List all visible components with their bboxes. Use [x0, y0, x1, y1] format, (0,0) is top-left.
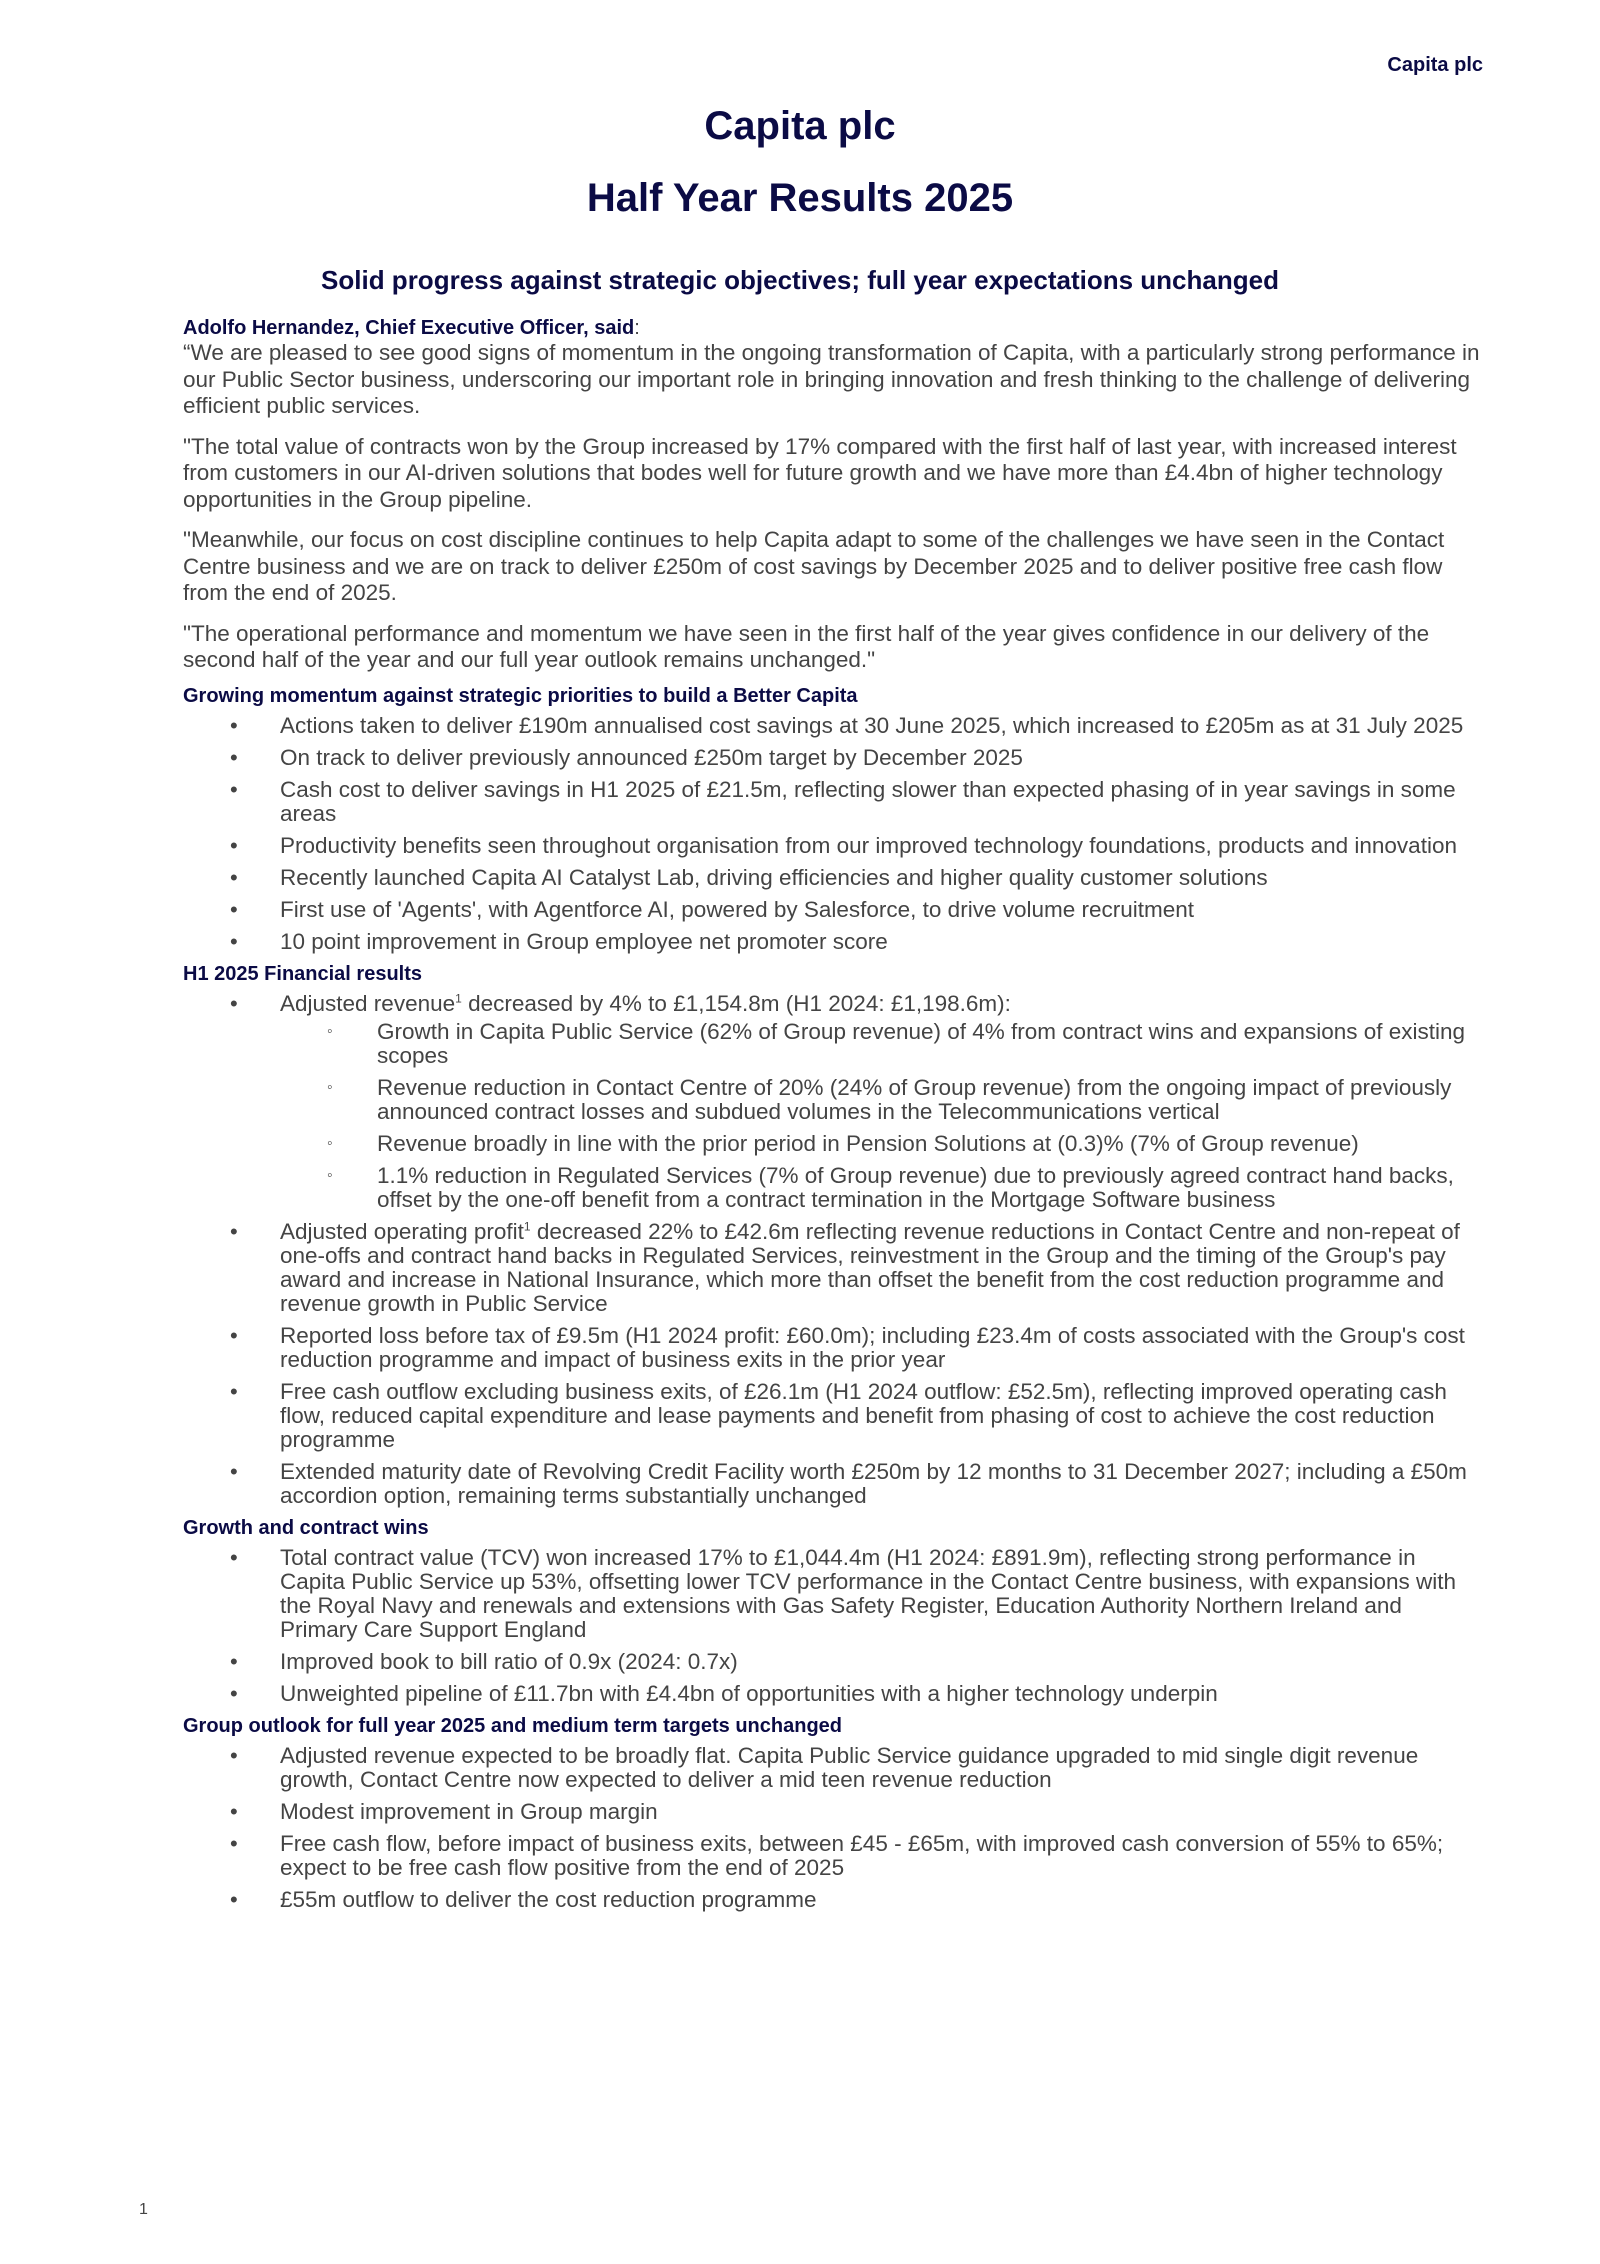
list-item: • Unweighted pipeline of £11.7bn with £4.4bn of opportunities with a higher technology underpin: [183, 1682, 1483, 1706]
list-item: • Total contract value (TCV) won increased 17% to £1,044.4m (H1 2024: £891.9m), reflecting strong performance in Capita Public Service up 53%, offsetting lower TCV performance in the Contact Centre business, with expansions with the Royal Navy and renewals and extensions with Gas Safety Register, Education Authority Northern Ireland and Primary Care Support England: [183, 1546, 1483, 1642]
section-heading-outlook: Group outlook for full year 2025 and medium term targets unchanged: [183, 1714, 843, 1737]
revenue-text: decreased by 4% to £1,154.8m (H1 2024: £1,198.6m):: [461, 990, 1011, 1016]
list-item-adjusted-profit: [183, 1220, 1483, 1316]
list-item: • Extended maturity date of Revolving Credit Facility worth £250m by 12 months to 31 December 2027; including a £50m accordion option, remaining terms substantially unchanged: [183, 1460, 1483, 1508]
list-item: • Recently launched Capita AI Catalyst Lab, driving efficiencies and higher quality customer solutions: [183, 866, 1483, 890]
list-item-adjusted-revenue: [183, 992, 1483, 1212]
section-heading-financial: H1 2025 Financial results: [183, 962, 423, 985]
profit-label: Adjusted operating profit: [280, 1218, 524, 1244]
quote-paragraph: "The operational performance and momentum we have seen in the first half of the year gives confidence in our delivery of the second half of the year and our full year outlook remains unchanged.": [183, 620, 1430, 672]
revenue-sub-list: [280, 1020, 1483, 1212]
list-item: • Free cash outflow excluding business exits, of £26.1m (H1 2024 outflow: £52.5m), reflecting improved operating cash flow, reduced capital expenditure and lease payments and benefit from phasing of cost to achieve the cost reduction programme: [183, 1380, 1483, 1452]
quote-paragraph: "The total value of contracts won by the Group increased by 17% compared with the first half of last year, with increased interest from customers in our AI-driven solutions that bodes well for future growth and we have more than £4.4bn of higher technology opportunities in the Group pipeline.: [183, 433, 1457, 512]
list-item: • Productivity benefits seen throughout organisation from our improved technology foundations, products and innovation: [183, 834, 1483, 858]
list-item: • Reported loss before tax of £9.5m (H1 2024 profit: £60.0m); including £23.4m of costs associated with the Group's cost reduction programme and impact of business exits in the prior year: [183, 1324, 1483, 1372]
list-item: • Free cash flow, before impact of business exits, between £45 - £65m, with improved cash conversion of 55% to 65%; expect to be free cash flow positive from the end of 2025: [183, 1832, 1483, 1880]
list-item: • £55m outflow to deliver the cost reduction programme: [183, 1888, 1483, 1912]
quote-paragraph: "Meanwhile, our focus on cost discipline continues to help Capita adapt to some of the challenges we have seen in the Contact Centre business and we are on track to deliver £250m of cost savings by December 2025 and to deliver positive free cash flow from the end of 2025.: [183, 527, 1445, 605]
growth-bullet-list: [183, 1546, 1483, 1706]
page-number: 1: [139, 2201, 148, 2218]
headline-summary: Solid progress against strategic objectives; full year expectations unchanged: [321, 265, 1279, 295]
list-item: • Modest improvement in Group margin: [183, 1800, 1483, 1824]
sub-list-item: ◦ Revenue reduction in Contact Centre of 20% (24% of Group revenue) from the ongoing impact of previously announced contract losses and subdued volumes in the Telecommunications vertical: [280, 1076, 1483, 1124]
list-item: • Improved book to bill ratio of 0.9x (2024: 0.7x): [183, 1650, 1483, 1674]
outlook-bullet-list: [183, 1744, 1483, 1912]
section-heading-growth: Growth and contract wins: [183, 1516, 429, 1539]
financial-bullet-list: [183, 992, 1483, 1508]
footnote-marker: 1: [523, 1219, 531, 1233]
sub-list-item: ◦ Revenue broadly in line with the prior period in Pension Solutions at (0.3)% (7% of Group revenue): [280, 1132, 1483, 1156]
list-item: • On track to deliver previously announced £250m target by December 2025: [183, 746, 1483, 770]
section-heading-momentum: Growing momentum against strategic priorities to build a Better Capita: [183, 684, 858, 707]
momentum-bullet-list: [183, 714, 1483, 954]
list-item: • Cash cost to deliver savings in H1 2025 of £21.5m, reflecting slower than expected phasing of in year savings in some areas: [183, 778, 1483, 826]
revenue-label: Adjusted revenue: [280, 990, 456, 1016]
sub-list-item: ◦ 1.1% reduction in Regulated Services (7% of Group revenue) due to previously agreed contract hand backs, offset by the one-off benefit from a contract termination in the Mortgage Software business: [280, 1164, 1483, 1212]
list-item: • Actions taken to deliver £190m annualised cost savings at 30 June 2025, which increased to £205m as at 31 July 2025: [183, 714, 1483, 738]
document-body: [183, 316, 1483, 1920]
quote-speaker-colon: :: [634, 317, 640, 339]
document-subtitle-results: Half Year Results 2025: [586, 176, 1014, 220]
list-item: • Adjusted revenue expected to be broadly flat. Capita Public Service guidance upgraded to mid single digit revenue growth, Contact Centre now expected to deliver a mid teen revenue reduction: [183, 1744, 1483, 1792]
profit-text: decreased 22% to £42.6m reflecting revenue reductions in Contact Centre and non-repeat of one-offs and contract hand backs in Regulated Services, reinvestment in the Group and the timing of the Group's pay award and increase in National Insurance, which more than offset the benefit from the cost reduction programme and revenue growth in Public Service: [280, 1218, 1460, 1316]
quote-paragraph: “We are pleased to see good signs of momentum in the ongoing transformation of Capita, with a particularly strong performance in our Public Sector business, underscoring our important role in bringing innovation and fresh thinking to the challenge of delivering efficient public services.: [183, 340, 1480, 418]
running-header-company: Capita plc: [1387, 54, 1483, 76]
footnote-marker: 1: [455, 991, 462, 1005]
list-item: • 10 point improvement in Group employee net promoter score: [183, 930, 1483, 954]
list-item: • First use of 'Agents', with Agentforce AI, powered by Salesforce, to drive volume recruitment: [183, 898, 1483, 922]
sub-list-item: ◦ Growth in Capita Public Service (62% of Group revenue) of 4% from contract wins and expansions of existing scopes: [280, 1020, 1483, 1068]
quote-speaker-name: Adolfo Hernandez, Chief Executive Officer, said: [183, 317, 635, 339]
quote-speaker: [183, 316, 1483, 340]
document-title: Capita plc: [704, 104, 896, 148]
